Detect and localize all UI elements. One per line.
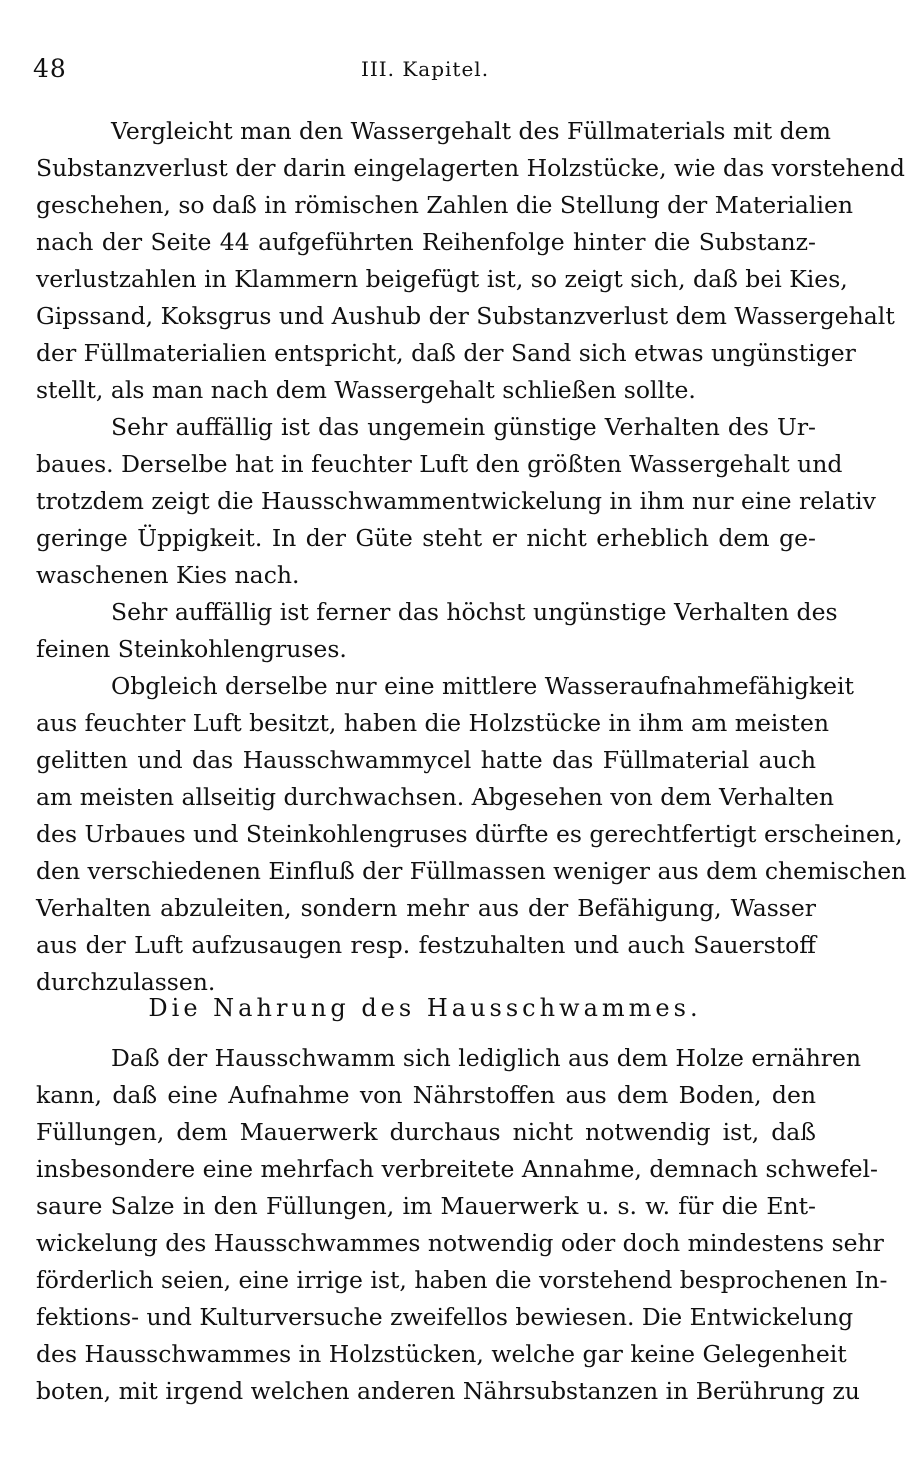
text-line: aus feuchter Luft besitzt, haben die Holzstücke in ihm am meisten — [36, 709, 829, 737]
text-line: boten, mit irgend welchen anderen Nährsubstanzen in Berührung zu — [36, 1377, 860, 1405]
text-line: Verhalten abzuleiten, sondern mehr aus der Befähigung, Wasser — [36, 894, 816, 922]
text-line: am meisten allseitig durchwachsen. Abgesehen von dem Verhalten — [36, 783, 835, 811]
text-line: waschenen Kies nach. — [36, 561, 300, 589]
text-line: des Urbaues und Steinkohlengruses dürfte es gerechtfertigt erscheinen, — [36, 820, 903, 848]
text-line: fektions- und Kulturversuche zweifellos bewiesen. Die Entwickelung — [36, 1303, 854, 1331]
text-line: Sehr auffällig ist das ungemein günstige Verhalten des Ur- — [111, 413, 816, 441]
running-head: III. Kapitel. — [360, 57, 490, 81]
text-line: Sehr auffällig ist ferner das höchst ungünstige Verhalten des — [111, 598, 838, 626]
text-line: Vergleicht man den Wassergehalt des Füllmaterials mit dem — [111, 117, 831, 145]
text-line: nach der Seite 44 aufgeführten Reihenfolge hinter die Substanz- — [36, 228, 816, 256]
text-line: baues. Derselbe hat in feuchter Luft den größten Wassergehalt und — [36, 450, 843, 478]
text-line: insbesondere eine mehrfach verbreitete Annahme, demnach schwefel- — [36, 1155, 878, 1183]
text-line: trotzdem zeigt die Hausschwammentwickelung in ihm nur eine relativ — [36, 487, 876, 515]
page-number: 48 — [33, 54, 67, 83]
text-line: feinen Steinkohlengruses. — [36, 635, 347, 663]
text-line: Füllungen, dem Mauerwerk durchaus nicht notwendig ist, daß — [36, 1118, 816, 1146]
text-line: gelitten und das Hausschwammycel hatte das Füllmaterial auch — [36, 746, 816, 774]
text-line: geringe Üppigkeit. In der Güte steht er nicht erheblich dem ge- — [36, 524, 816, 552]
text-line: Gipssand, Koksgrus und Aushub der Substanzverlust dem Wassergehalt — [36, 302, 895, 330]
text-line: Daß der Hausschwamm sich lediglich aus dem Holze ernähren — [111, 1044, 862, 1072]
text-line: wickelung des Hausschwammes notwendig oder doch mindestens sehr — [36, 1229, 884, 1257]
text-line: verlustzahlen in Klammern beigefügt ist, so zeigt sich, daß bei Kies, — [36, 265, 848, 293]
section-heading: Die Nahrung des Hausschwammes. — [148, 994, 702, 1022]
text-line: des Hausschwammes in Holzstücken, welche gar keine Gelegenheit — [36, 1340, 847, 1368]
text-line: saure Salze in den Füllungen, im Mauerwerk u. s. w. für die Ent- — [36, 1192, 816, 1220]
text-line: stellt, als man nach dem Wassergehalt schließen sollte. — [36, 376, 696, 404]
section-body-text — [36, 1040, 888, 1410]
text-line: Obgleich derselbe nur eine mittlere Wasseraufnahmefähigkeit — [111, 672, 854, 700]
text-line: durchzulassen. — [36, 968, 216, 996]
text-line: der Füllmaterialien entspricht, daß der Sand sich etwas ungünstiger — [36, 339, 856, 367]
text-line: aus der Luft aufzusaugen resp. festzuhalten und auch Sauerstoff — [36, 931, 816, 959]
text-line: geschehen, so daß in römischen Zahlen die Stellung der Materialien — [36, 191, 854, 219]
text-line: den verschiedenen Einfluß der Füllmassen weniger aus dem chemischen — [36, 857, 906, 885]
text-line: förderlich seien, eine irrige ist, haben die vorstehend besprochenen In- — [36, 1266, 888, 1294]
text-line: Substanzverlust der darin eingelagerten Holzstücke, wie das vorstehend — [36, 154, 905, 182]
text-line: kann, daß eine Aufnahme von Nährstoffen aus dem Boden, den — [36, 1081, 816, 1109]
body-text — [36, 113, 906, 1001]
